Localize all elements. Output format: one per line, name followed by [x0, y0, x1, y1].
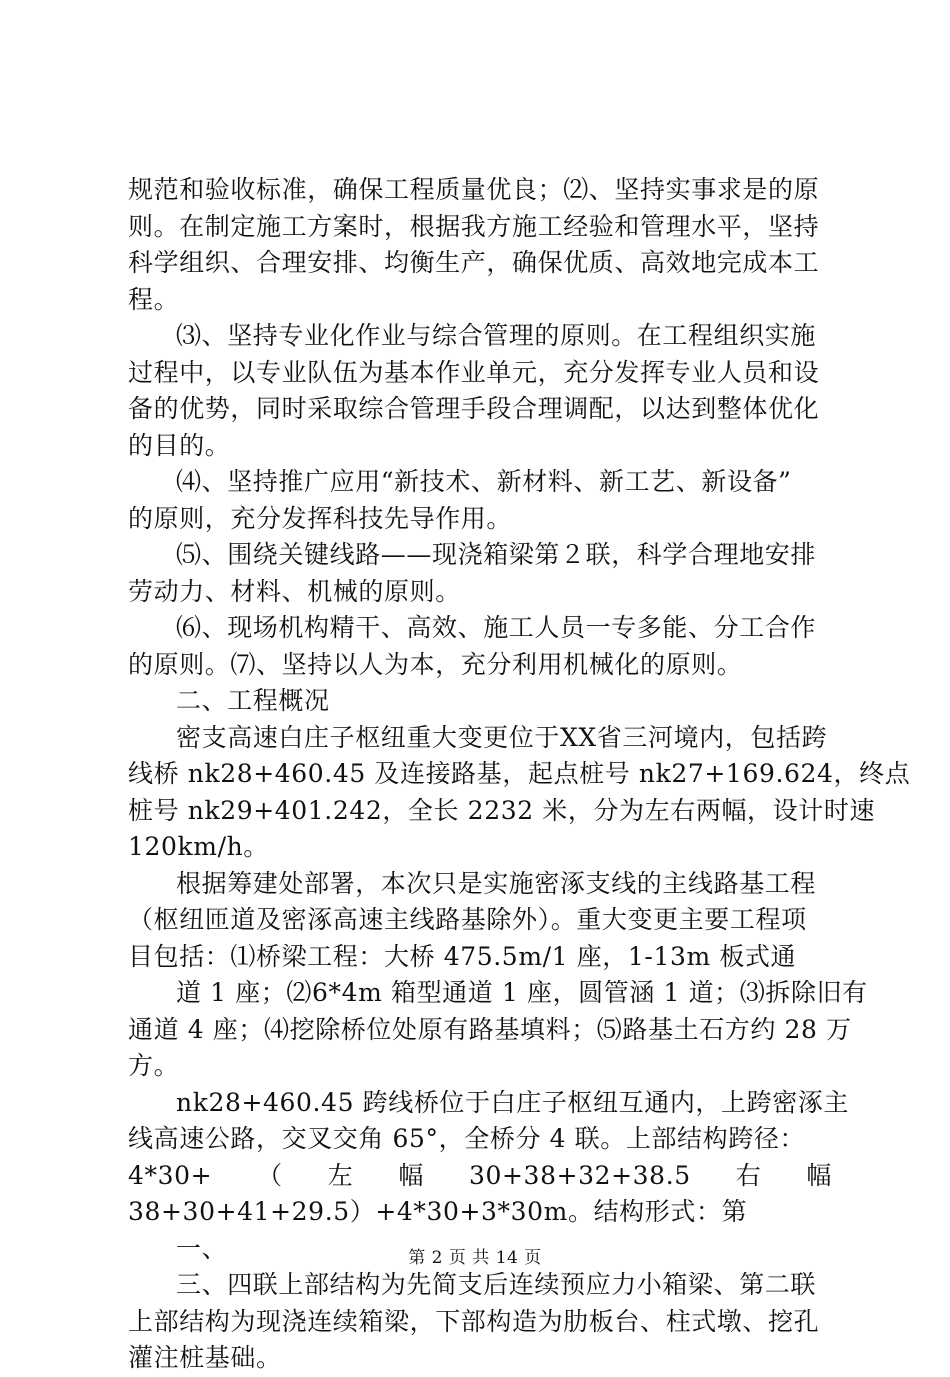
text-line: 的原则，充分发挥科技先导作用。	[128, 503, 513, 533]
text-line: 上部结构为现浇连续箱梁，下部构造为肋板台、柱式墩、挖孔	[128, 1306, 820, 1336]
text-line: 三、四联上部结构为先简支后连续预应力小箱梁、第二联	[176, 1270, 817, 1299]
spread-segment: 幅	[398, 1160, 424, 1190]
text-line: 规范和验收标准，确保工程质量优良；⑵、坚持实事求是的原	[128, 175, 820, 204]
text-line: 过程中，以专业队伍为基本作业单元，充分发挥专业人员和设	[128, 357, 820, 387]
spread-segment: 30+38+32+38.5	[469, 1160, 691, 1190]
text-line: 二、工程概况	[176, 686, 330, 715]
text-line: 根据筹建处部署，本次只是实施密涿支线的主线路基工程	[176, 868, 817, 898]
text-line: 的目的。	[128, 430, 231, 460]
text-line: （枢纽匝道及密涿高速主线路基除外）。重大变更主要工程项	[128, 905, 807, 934]
spread-segment: 左	[327, 1160, 354, 1190]
text-line: ⑸、围绕关键线路——现浇箱梁第２联，科学合理地安排	[176, 540, 817, 569]
text-line: 目包括：⑴桥梁工程：大桥 475.5m/1 座，1-13m 板式通	[128, 941, 797, 971]
text-line: 线桥 nk28+460.45 及连接路基，起点桩号 nk27+169.624，终点	[128, 759, 911, 788]
text-line-spread	[128, 1158, 832, 1195]
spread-segment: 幅	[806, 1160, 832, 1190]
text-line: ⑹、现场机构精干、高效、施工人员一专多能、分工合作	[176, 613, 817, 642]
text-line: 一、	[176, 1233, 228, 1263]
text-line: 灌注桩基础。	[128, 1343, 282, 1372]
text-line: ⑷、坚持推广应用“新技术、新材料、新工艺、新设备”	[176, 467, 792, 496]
text-line: 38+30+41+29.5）+4*30+3*30m。结构形式：第	[128, 1197, 748, 1226]
spread-segment: （	[257, 1160, 283, 1190]
text-line: ⑶、坚持专业化作业与综合管理的原则。在工程组织实施	[176, 321, 817, 350]
text-line: 劳动力、材料、机械的原则。	[128, 576, 461, 606]
text-line: 通道 4 座；⑷挖除桥位处原有路基填料；⑸路基土石方约 28 万	[128, 1014, 852, 1044]
text-line: nk28+460.45 跨线桥位于白庄子枢纽互通内，上跨密涿主	[176, 1087, 850, 1117]
document-body	[128, 172, 911, 1377]
text-line: 密支高速白庄子枢纽重大变更位于XX省三河境内，包括跨	[176, 722, 828, 752]
spread-segment: 右	[735, 1160, 762, 1190]
page-footer: 第 2 页 共 14 页	[408, 1248, 542, 1268]
text-line: 的原则。⑺、坚持以人为本，充分利用机械化的原则。	[128, 649, 743, 679]
text-line: 科学组织、合理安排、均衡生产，确保优质、高效地完成本工	[128, 248, 820, 277]
text-line: 备的优势，同时采取综合管理手段合理调配，以达到整体优化	[128, 394, 820, 423]
text-line: 线高速公路，交叉交角 65°，全桥分 4 联。上部结构跨径：	[128, 1124, 806, 1153]
text-line: 120km/h。	[128, 832, 269, 861]
text-line: 方。	[128, 1051, 180, 1080]
spread-segment: 4*30+	[128, 1160, 213, 1190]
text-line: 则。在制定施工方案时，根据我方施工经验和管理水平，坚持	[128, 211, 820, 241]
text-line: 道 1 座；⑵6*4m 箱型通道 1 座，圆管涵 1 道；⑶拆除旧有	[176, 978, 868, 1007]
text-line: 桩号 nk29+401.242，全长 2232 米，分为左右两幅，设计时速	[128, 795, 876, 825]
text-line: 程。	[128, 284, 180, 314]
